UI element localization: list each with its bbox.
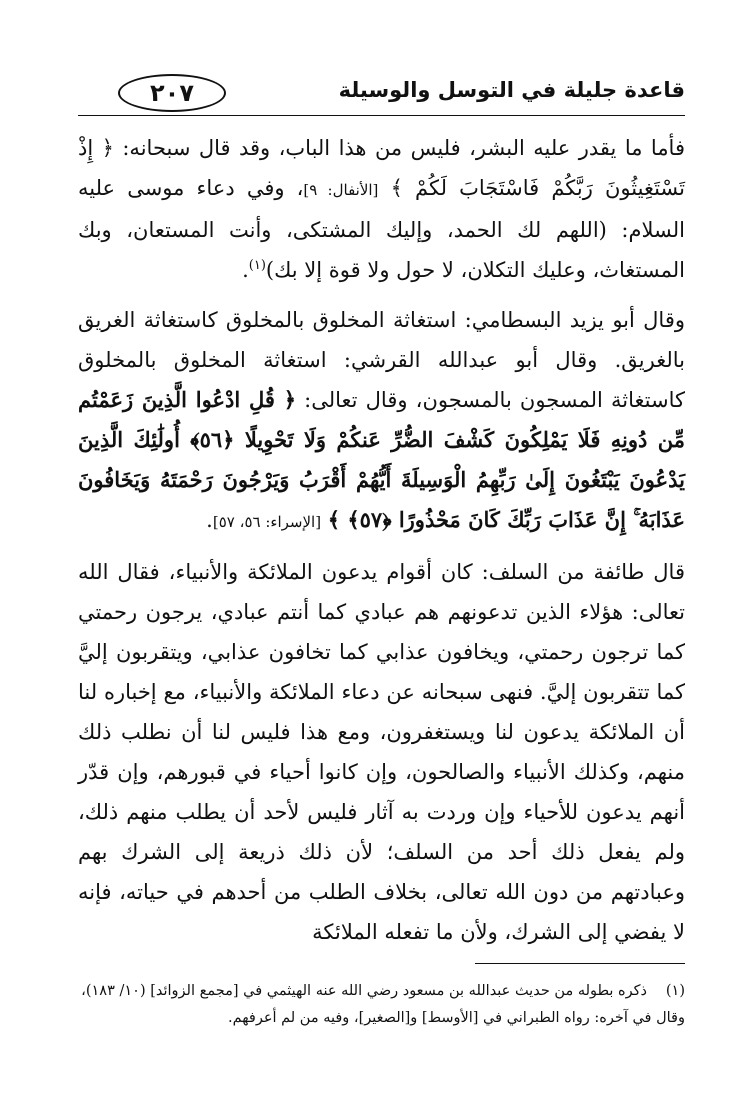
paragraph-3: [78, 552, 685, 952]
footnote-1-line-1: ذكره بطوله من حديث عبدالله بن مسعود رضي الله عنه الهيثمي في [مجمع الزوائد] (١٠/ ١٨٣)،: [81, 983, 647, 999]
footnote-separator: [475, 963, 685, 964]
footnote-1: [78, 978, 685, 1005]
footnote-1-line-2: وقال في آخره: رواه الطبراني في [الأوسط] و[الصغير]، وفيه من لم أعرفهم.: [227, 1010, 685, 1026]
header-rule: [78, 115, 685, 116]
quran-reference-isra: [الإسراء: ٥٦، ٥٧]: [212, 513, 322, 531]
page-body: [78, 128, 685, 962]
page-header: [78, 70, 685, 116]
footnote-number: (١): [665, 983, 685, 999]
quran-reference-anfal: [الأنفال: ٩]: [303, 181, 379, 199]
quran-verse-isra: ﴿ قُلِ ادْعُوا الَّذِينَ زَعَمْتُم مِّن دُونِهِ فَلَا يَمْلِكُونَ كَشْفَ الضُّرِّ عَنكُمْ وَلَا تَحْوِيلًا ﴿٥٦﴾ أُولَٰئِكَ الَّذِينَ يَدْعُونَ يَبْتَغُونَ إِلَىٰ رَبِّهِمُ الْوَسِيلَةَ أَيُّهُمْ أَقْرَبُ وَيَرْجُونَ رَحْمَتَهُ وَيَخَافُونَ عَذَابَهُ ۚ إِنَّ عَذَابَ رَبِّكَ كَانَ مَحْذُورًا ﴿٥٧﴾ ﴾: [78, 387, 685, 532]
footnote-1-continued: [78, 1005, 685, 1032]
paragraph-1-text: فأما ما يقدر عليه البشر، فليس من هذا الباب، وقد قال سبحانه: ﴿ إِذْ تَسْتَغِيثُونَ رَبَّكُمْ فَاسْتَجَابَ لَكُمْ ﴾: [78, 136, 685, 200]
paragraph-2: [78, 300, 685, 542]
footnote-marker: (١): [248, 258, 266, 273]
paragraph-1-end: .: [242, 258, 249, 282]
page-number: ٢٠٧: [118, 74, 226, 112]
paragraph-2-end: .: [206, 508, 213, 532]
paragraph-1-text-b: ، وفي دعاء موسى عليه السلام: (اللهم لك الحمد، وإليك المشتكى، وأنت المستعان، وبك المستغاث، وعليك التكلان، لا حول ولا قوة إلا بك): [78, 176, 685, 282]
paragraph-2-text: وقال أبو يزيد البسطامي: استغاثة المخلوق بالمخلوق كاستغاثة الغريق بالغريق. وقال أبو عبدالله القرشي: استغاثة المخلوق بالمخلوق كاستغاثة المسجون بالمسجون، وقال تعالى:: [78, 308, 685, 412]
paragraph-3-text: قال طائفة من السلف: كان أقوام يدعون الملائكة والأنبياء، فقال الله تعالى: هؤلاء الذين تدعونهم هم عبادي كما أنتم عبادي، يرجون رحمتي كما ترجون رحمتي، ويخافون عذابي كما تخافون عذابي، ويتقربون إليَّ كما تتقربون إليَّ. فنهى سبحانه عن دعاء الملائكة والأنبياء، مع إخباره لنا أن الملائكة يدعون لنا ويستغفرون، ومع هذا فليس لنا أن نطلب ذلك منهم، وكذلك الأنبياء والصالحون، وإن كانوا أحياء في قبورهم، وإن قدّر أنهم يدعون للأحياء وإن وردت به آثار فليس لأحد أن يطلب منهم ذلك، ولم يفعل ذلك أحد من السلف؛ لأن ذلك ذريعة إلى الشرك بهم وعبادتهم من دون الله تعالى، بخلاف الطلب من أحدهم في حياته، فإنه لا يفضي إلى الشرك، ولأن ما تفعله الملائكة: [78, 560, 685, 944]
running-title: قاعدة جليلة في التوسل والوسيلة: [338, 78, 685, 102]
paragraph-1: [78, 128, 685, 290]
footnotes: [78, 978, 685, 1032]
